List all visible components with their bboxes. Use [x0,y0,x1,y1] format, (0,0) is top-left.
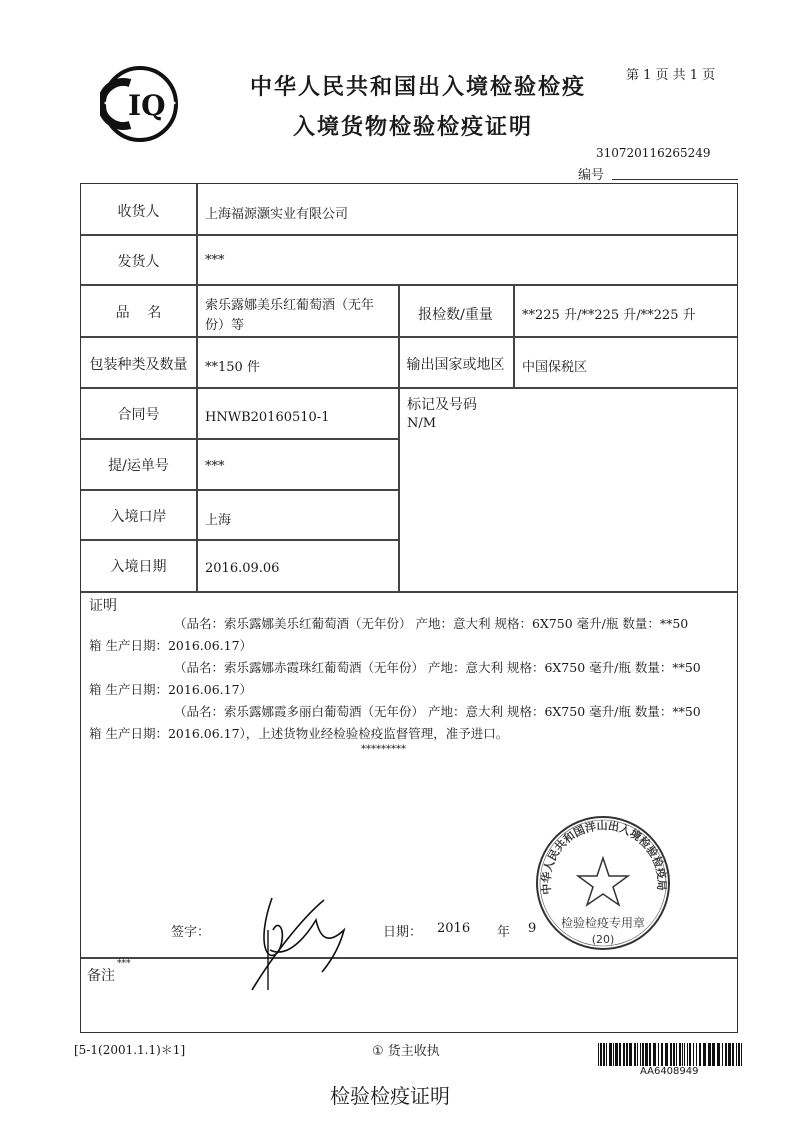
stamp-number: (20) [591,933,615,946]
certification-line: 箱 生产日期：2016.06.17） [89,638,253,653]
barcode-bar [600,1043,602,1066]
barcode-text: AA6408949 [640,1066,699,1077]
consignor-label: 发货人 [117,254,160,270]
barcode-bar [653,1043,656,1066]
origin-country-label: 输出国家或地区 [406,357,505,373]
barcode-bar [741,1043,742,1066]
consignee-label: 收货人 [117,204,160,220]
barcode [598,1043,745,1066]
barcode-bar [673,1043,675,1066]
quantity-weight-value: **225 升/**225 升/**225 升 [522,308,696,323]
barcode-bar [629,1043,632,1066]
barcode-bar [717,1043,720,1066]
barcode-bar [645,1043,648,1066]
entry-port-label: 入境口岸 [110,509,167,525]
barcode-bar [699,1043,701,1066]
barcode-bar [689,1043,691,1066]
product-name-value-line2: 份）等 [205,318,245,333]
page-info: 第 1 页 共 1 页 [626,68,716,83]
barcode-bar [634,1043,636,1066]
contract-no-label: 合同号 [117,407,160,423]
certification-line: （品名：索乐露娜赤霞珠红葡萄酒（无年份） 产地：意大利 规格：6X750 毫升/瓶 数量：**50 [174,660,701,675]
marks-value: N/M [407,416,437,431]
barcode-bar [626,1043,628,1066]
official-stamp [534,812,672,954]
sign-date-year-unit: 年 [497,925,511,940]
consignor-value: *** [205,253,225,268]
sign-date-year: 2016 [437,921,471,936]
copy-note: ① 货主收执 [372,1044,440,1059]
barcode-bar [728,1043,731,1066]
barcode-bar [649,1043,651,1066]
document-title-line1: 中华人民共和国出入境检验检疫 [250,75,587,100]
remarks-label: 备注 [87,968,115,984]
svg-text:中华人民共和国洋山出入境检验检疫局 [539,818,669,895]
stamp-bottom-text: 检验检疫专用章 [560,916,646,930]
barcode-bar [725,1043,727,1066]
handwritten-signature [240,890,350,990]
barcode-bar [603,1043,605,1066]
page-caption: 检验检疫证明 [330,1084,450,1108]
barcode-bar [661,1043,663,1066]
form-code: [5-1(2001.1.1)＊1] [74,1043,186,1057]
remarks-value: *** [117,959,131,969]
barcode-bar [708,1043,711,1066]
barcode-bar [613,1043,614,1066]
ciq-logo [100,65,180,143]
certificate-number: 310720116265249 [596,146,711,160]
barcode-bar [609,1043,612,1066]
origin-country-value: 中国保税区 [522,360,588,375]
barcode-bar [619,1043,621,1066]
certification-heading: 证明 [89,598,117,614]
consignee-value: 上海福源灏实业有限公司 [205,207,349,222]
entry-port-value: 上海 [205,513,232,528]
barcode-bar [606,1043,607,1066]
barcode-bar [693,1043,694,1066]
signature-label: 签字： [171,925,211,940]
quantity-weight-label: 报检数/重量 [418,307,493,323]
barcode-bar [598,1043,599,1066]
barcode-bar [703,1043,706,1066]
barcode-bar [736,1043,737,1066]
package-value: **150 件 [205,360,260,375]
barcode-bar [658,1043,659,1066]
document-title-line2: 入境货物检验检疫证明 [293,115,534,140]
barcode-bar [696,1043,697,1066]
certification-line: 箱 生产日期：2016.06.17），上述货物业经检验检疫监督管理，准予进口。 [89,726,509,741]
barcode-bar [732,1043,734,1066]
barcode-bar [642,1043,644,1066]
bill-of-lading-label: 提/运单号 [108,458,169,474]
contract-no-value: HNWB20160510-1 [205,410,330,425]
entry-date-value: 2016.09.06 [205,561,280,576]
entry-date-label: 入境日期 [110,559,167,575]
barcode-bar [712,1043,715,1066]
barcode-bar [684,1043,685,1066]
barcode-bar [615,1043,618,1066]
barcode-bar [687,1043,688,1066]
certification-line: 箱 生产日期：2016.06.17） [89,682,253,697]
certificate-number-underline [612,179,738,180]
barcode-bar [676,1043,677,1066]
barcode-bar [623,1043,625,1066]
svg-text:IQ: IQ [128,89,166,122]
certificate-number-label: 编号 [578,168,605,183]
barcode-bar [679,1043,681,1066]
certification-line: （品名：索乐露娜霞多丽白葡萄酒（无年份） 产地：意大利 规格：6X750 毫升/瓶 数量：**50 [174,704,701,719]
sign-date-month: 9 [528,921,537,936]
barcode-bar [682,1043,683,1066]
barcode-bar [738,1043,740,1066]
product-name-label: 品 名 [115,305,162,321]
certification-line: （品名：索乐露娜美乐红葡萄酒（无年份） 产地：意大利 规格：6X750 毫升/瓶 数量：**50 [174,616,689,631]
barcode-bar [665,1043,668,1066]
barcode-bar [670,1043,672,1066]
stamp-arc-text: 中华人民共和国洋山出入境检验检疫局 [539,819,669,896]
barcode-bar [637,1043,638,1066]
certification-end-mark: ********* [361,744,406,755]
marks-label: 标记及号码 [407,397,477,413]
bill-of-lading-value: *** [205,459,225,474]
sign-date-label: 日期： [383,925,423,940]
product-name-value-line1: 索乐露娜美乐红葡萄酒（无年 [205,298,375,313]
barcode-bar [722,1043,723,1066]
package-label: 包装种类及数量 [89,357,188,373]
barcode-bar [640,1043,641,1066]
